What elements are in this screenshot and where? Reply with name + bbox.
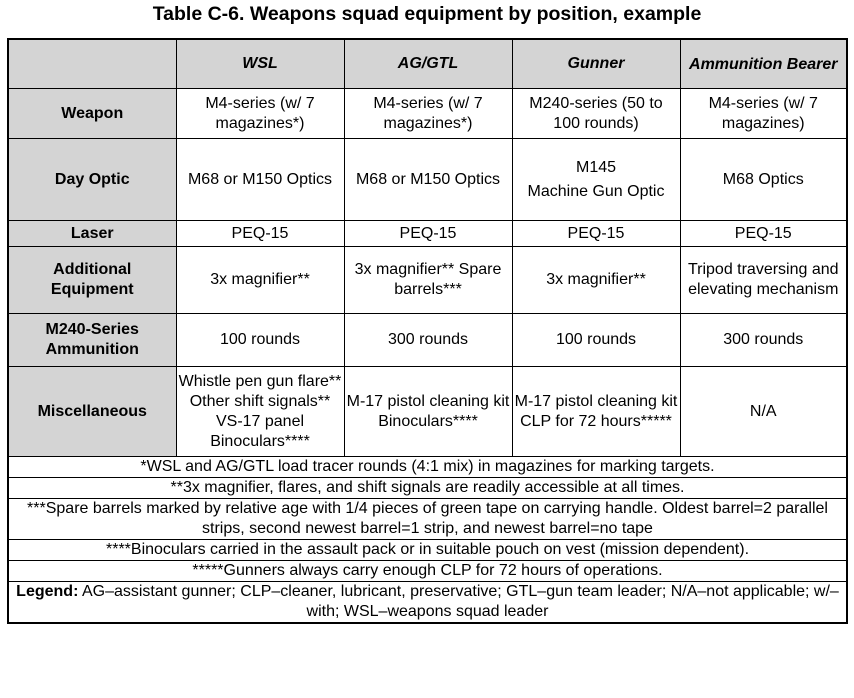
equipment-table (7, 38, 848, 624)
table-cell: M-17 pistol cleaning kit CLP for 72 hours***** (512, 367, 680, 457)
header-row (8, 39, 847, 89)
header-cell-wsl: WSL (176, 39, 344, 89)
table-cell: M-17 pistol cleaning kit Binoculars**** (344, 367, 512, 457)
table-cell: 100 rounds (176, 314, 344, 367)
table-cell-gunner-optic (512, 139, 680, 221)
legend-cell (8, 582, 847, 624)
table-row-note (8, 499, 847, 540)
table-cell: 3x magnifier** (512, 247, 680, 314)
table-row-miscellaneous (8, 367, 847, 457)
header-cell-gunner: Gunner (512, 39, 680, 89)
table-cell: M68 or M150 Optics (344, 139, 512, 221)
header-cell-ag-gtl: AG/GTL (344, 39, 512, 89)
header-cell-empty (8, 39, 176, 89)
table-cell: M68 Optics (680, 139, 847, 221)
gunner-optic-model: M145 (575, 158, 617, 176)
footnote-2: **3x magnifier, flares, and shift signals are readily accessible at all times. (8, 478, 847, 499)
table-cell: Whistle pen gun flare** Other shift signals** VS-17 panel Binoculars**** (176, 367, 344, 457)
legend-text: AG–assistant gunner; CLP–cleaner, lubricant, preservative; GTL–gun team leader; N/A–not applicable; w/–with; WSL–weapons squad leader (78, 583, 839, 620)
table-cell: M4-series (w/ 7 magazines*) (344, 89, 512, 139)
table-row-note (8, 540, 847, 561)
table-row-note (8, 457, 847, 478)
table-cell: 300 rounds (344, 314, 512, 367)
header-cell-ammunition-bearer: Ammunition Bearer (680, 39, 847, 89)
row-label-day-optic: Day Optic (8, 139, 176, 221)
table-row-note (8, 478, 847, 499)
table-cell: M4-series (w/ 7 magazines) (680, 89, 847, 139)
table-cell: 3x magnifier** Spare barrels*** (344, 247, 512, 314)
legend-label: Legend: (16, 583, 79, 600)
footnote-5: *****Gunners always carry enough CLP for 72 hours of operations. (8, 561, 847, 582)
table-row-day-optic (8, 139, 847, 221)
table-cell: 300 rounds (680, 314, 847, 367)
table-cell: PEQ-15 (344, 221, 512, 247)
gunner-optic-desc: Machine Gun Optic (527, 182, 665, 200)
table-cell: M4-series (w/ 7 magazines*) (176, 89, 344, 139)
table-cell: 100 rounds (512, 314, 680, 367)
table-row-additional-equipment (8, 247, 847, 314)
row-label-additional-equipment: Additional Equipment (8, 247, 176, 314)
table-cell: N/A (680, 367, 847, 457)
table-cell: M68 or M150 Optics (176, 139, 344, 221)
table-row-laser (8, 221, 847, 247)
table-row-weapon (8, 89, 847, 139)
table-cell: 3x magnifier** (176, 247, 344, 314)
footnote-4: ****Binoculars carried in the assault pack or in suitable pouch on vest (mission dependent). (8, 540, 847, 561)
table-row-legend (8, 582, 847, 624)
table-row-m240-ammunition (8, 314, 847, 367)
row-label-m240-ammunition: M240-Series Ammunition (8, 314, 176, 367)
row-label-miscellaneous: Miscellaneous (8, 367, 176, 457)
row-label-weapon: Weapon (8, 89, 176, 139)
table-row-note (8, 561, 847, 582)
footnote-3: ***Spare barrels marked by relative age with 1/4 pieces of green tape on carrying handle. Oldest barrel=2 parallel strips, second newest barrel=1 strip, and newest barrel=no tape (8, 499, 847, 540)
table-title: Table C-6. Weapons squad equipment by position, example (152, 3, 702, 25)
row-label-laser: Laser (8, 221, 176, 247)
table-cell: Tripod traversing and elevating mechanism (680, 247, 847, 314)
footnote-1: *WSL and AG/GTL load tracer rounds (4:1 mix) in magazines for marking targets. (8, 457, 847, 478)
table-cell: PEQ-15 (680, 221, 847, 247)
table-cell: PEQ-15 (176, 221, 344, 247)
table-cell: M240-series (50 to 100 rounds) (512, 89, 680, 139)
table-cell: PEQ-15 (512, 221, 680, 247)
